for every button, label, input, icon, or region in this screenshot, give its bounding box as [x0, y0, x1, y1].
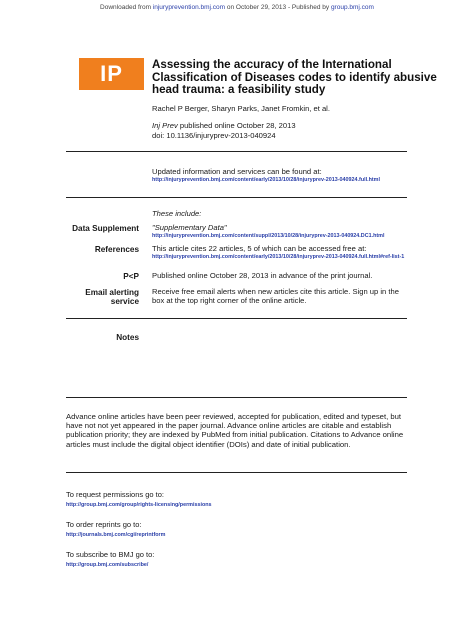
divider — [66, 472, 407, 473]
email-alerting-label-line2: service — [110, 297, 139, 306]
logo-text: IP — [100, 61, 123, 86]
email-alerting-text: Receive free email alerts when new articles cite this article. Sign up in the box at the top right corner of the online article. — [152, 287, 399, 305]
permissions-link[interactable]: http://group.bmj.com/group/rights-licensing/permissions — [66, 502, 212, 508]
divider — [66, 397, 407, 398]
data-supplement-text: "Supplementary Data" — [152, 223, 227, 232]
publisher-link[interactable]: group.bmj.com — [330, 4, 374, 11]
journal-logo — [79, 58, 144, 90]
divider — [66, 197, 407, 198]
published-date: published online October 28, 2013 — [177, 121, 296, 130]
data-supplement — [152, 224, 406, 240]
updated-info — [152, 168, 406, 184]
notes-label: Notes — [116, 333, 139, 342]
email-alerting-label — [60, 288, 139, 306]
subscribe-text: To subscribe to BMJ go to: — [66, 550, 155, 559]
permissions-text: To request permissions go to: — [66, 490, 164, 499]
references-label: References — [94, 245, 139, 254]
references-text: This article cites 22 articles, 5 of which can be accessed free at: — [152, 244, 367, 253]
reprints-text: To order reprints go to: — [66, 520, 142, 529]
journal-name: Inj Prev — [152, 121, 178, 130]
divider — [66, 151, 407, 152]
divider — [66, 318, 407, 319]
these-include: These include: — [152, 209, 202, 218]
article-doi: doi: 10.1136/injuryprev-2013-040924 — [152, 130, 276, 140]
references-link[interactable]: http://injuryprevention.bmj.com/content/early/2013/10/28/injuryprev-2013-040924.full.html#ref-list-1 — [152, 253, 405, 260]
email-alerting-label-line1: Email alerting — [85, 288, 139, 297]
reprints-link[interactable]: http://journals.bmj.com/cgi/reprintform — [66, 532, 166, 538]
updated-info-link[interactable]: http://injuryprevention.bmj.com/content/early/2013/10/28/injuryprev-2013-040924.full.html — [152, 176, 380, 183]
pip-label: P<P — [123, 272, 139, 281]
pip-text: Published online October 28, 2013 in advance of the print journal. — [152, 271, 373, 280]
download-prefix: Downloaded from — [100, 4, 153, 11]
advance-online-notice: Advance online articles have been peer reviewed, accepted for publication, edited and typeset, but have not not yet appeared in the paper journal. Advance online articles are citable and establish publication priority; they are indexed by PubMed from initial publication. Citations to Advance online articles must include the digital object identifier (DOIs) and date of initial publication. — [66, 412, 404, 449]
article-title: Assessing the accuracy of the International Classification of Diseases codes to identify abusive head trauma: a feasibility study — [152, 58, 437, 97]
download-banner — [0, 4, 474, 11]
article-authors: Rachel P Berger, Sharyn Parks, Janet Fromkin, et al. — [152, 104, 330, 113]
subscribe-link[interactable]: http://group.bmj.com/subscribe/ — [66, 562, 149, 568]
download-middle: on October 29, 2013 - Published by — [225, 4, 331, 11]
updated-info-text: Updated information and services can be found at: — [152, 167, 322, 176]
publication-info — [152, 121, 296, 140]
references — [152, 245, 406, 261]
data-supplement-link[interactable]: http://injuryprevention.bmj.com/content/suppl/2013/10/28/injuryprev-2013-040924.DC1.html — [152, 232, 385, 239]
data-supplement-label: Data Supplement — [72, 224, 139, 233]
site-link[interactable]: injuryprevention.bmj.com — [152, 4, 226, 11]
